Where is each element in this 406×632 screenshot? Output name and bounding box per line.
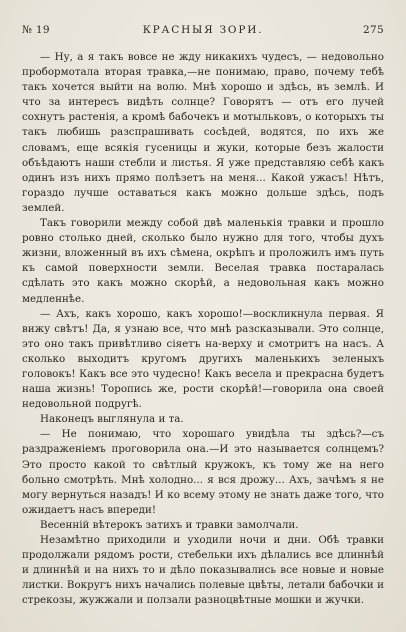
paragraph: — Ахъ, какъ хорошо, какъ хорошо!—воскликнула первая. Я вижу свѣтъ! Да, я узнаю все, что мнѣ разсказывали. Это солнце, это оно такъ привѣтливо сіяетъ на-верху и смотритъ на насъ. А сколько выходитъ кругомъ другихъ маленькихъ зеленыхъ головокъ! Какъ все это чудесно! Какъ весела и прекрасна будетъ наша жизнь! Торопись же, рости скорѣй!—говорила она своей недовольной подругѣ. (22, 307, 384, 411)
paragraph: Незамѣтно приходили и уходили ночи и дни. Обѣ травки продолжали рядомъ рости, стебельки ихъ дѣлались все длиннѣй и длиннѣй и на нихъ то и дѣло показывались все новые и новые листки. Вокругъ нихъ начались полевые цвѣты, летали бабочки и стрекозы, жужжали и ползали разноцвѣтные мошки и жучки. (22, 534, 384, 607)
paragraph: — Ну, а я такъ вовсе не жду никакихъ чудесъ, — недовольно пробормотала вторая травка,—не понимаю, право, почему тебѣ такъ хочется выйти на волю. Мнѣ хорошо и здѣсь, въ землѣ. И что за интересъ видѣть солнце? Говорятъ — отъ его лучей сохнутъ растенія, а кромѣ бабочекъ и мотыльковъ, о которыхъ ты такъ любишь разспрашивать сосѣдей, водятся, по ихъ же словамъ, еще всякія гусеницы и жуки, которые безъ жалости объѣдаютъ наши стебли и листья. Я уже представляю себѣ какъ одинъ изъ нихъ прямо полѣзетъ на меня... Какой ужасъ! Нѣтъ, гораздо лучше оставаться какъ можно дольше здѣсь, подъ землей. (22, 51, 384, 214)
issue-number: № 19 (22, 24, 50, 36)
paragraph: — Не понимаю, что хорошаго увидѣла ты здѣсь?—съ раздраженіемъ проговорила она.—И это называется солнцемъ? Это просто какой то свѣтлый кружокъ, къ тому же на него больно смотрѣть. Мнѣ холодно... я вся дрожу... Ахъ, зачѣмъ я не могу вернуться назадъ! И ко всему этому не знать даже того, что ожидаетъ насъ впереди! (22, 428, 384, 516)
paragraph: Весенній вѣтерокъ затихъ и травки замолчали. (40, 518, 299, 531)
paragraph: Наконецъ выглянула и та. (40, 413, 184, 426)
page-number: 275 (363, 24, 384, 36)
journal-title: КРАСНЫЯ ЗОРИ. (142, 24, 264, 36)
page-body (22, 50, 384, 608)
paragraph: Такъ говорили между собой двѣ маленькія травки и прошло ровно столько дней, сколько было нужно для того, чтобы духъ жизни, вложенный въ ихъ сѣмена, окрѣпъ и проложилъ имъ путь къ самой поверхности земли. Веселая травка постаралась сдѣлать это какъ можно скорѣй, а недовольная какъ можно медленнѣе. (22, 217, 384, 305)
page-header (22, 24, 384, 40)
